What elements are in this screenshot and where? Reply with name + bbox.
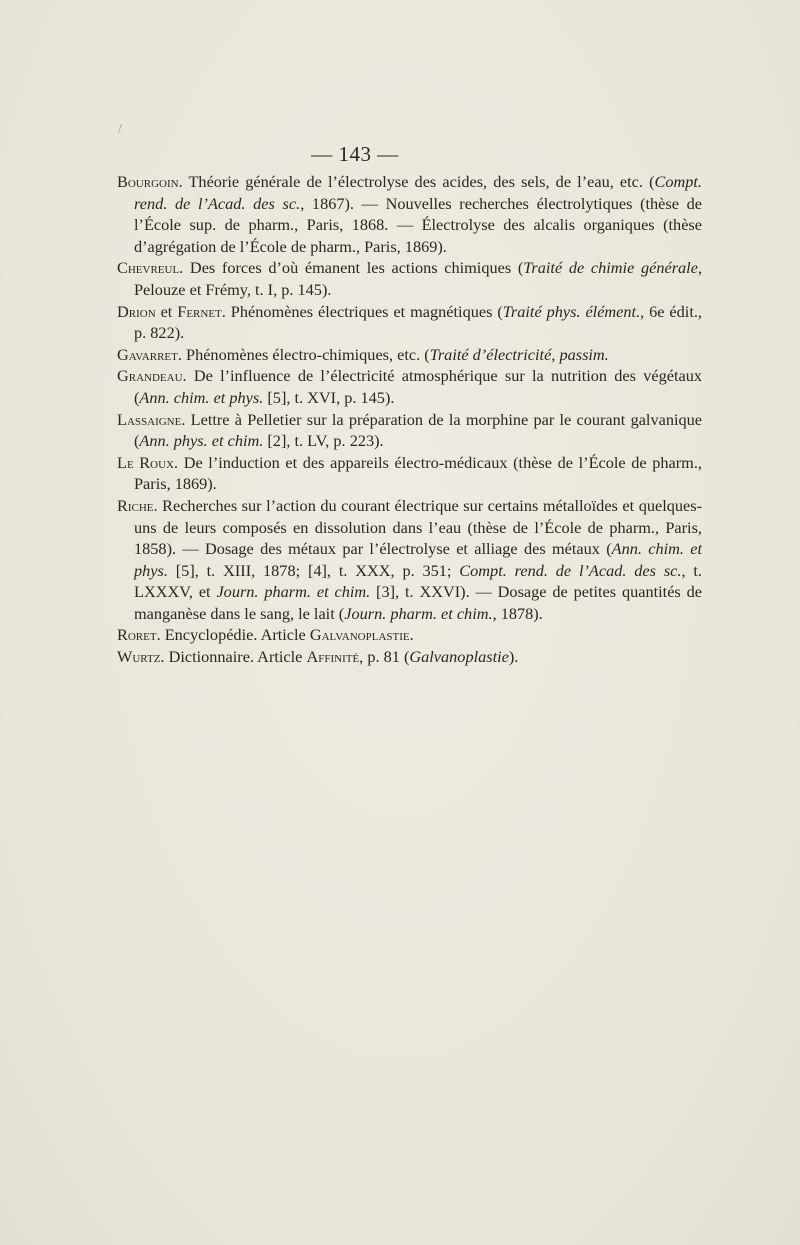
entry-text: , 1867). — Nouvelles recherches électrolytiques (thèse de l’École sup. de pharm., Paris, 1868. — Électrolyse des alcalis organiques (thèse d’agrégation de l’École de pharm., Paris, 1869). [134,193,703,256]
entry-text: [3], t. XXVI). — Dosage de petites quantités de manganèse dans le sang, le lait ( [134,582,703,623]
entry-source-title: Ann. chim. et phys. [134,539,703,580]
bibliography-entry [117,452,702,495]
entry-text: Recherches sur l’action du courant électrique sur certains métalloïdes et quelques-uns de leurs composés en dissolution dans l’eau (thèse de l’École de pharm., Paris, 1858). — Dosage des métaux par l’électrolyse et alliage des métaux ( [134,495,702,559]
entry-author: Chevreul. [117,258,184,278]
entry-source-title: Traité phys. élément. [502,301,641,321]
bibliography-entry [117,624,702,646]
entry-text: Théorie générale de l’électrolyse des acides, des sels, de l’eau, etc. ( [182,172,655,191]
entry-source-title: Traité d’électricité, passim. [429,344,609,364]
entry-text: [5], t. XIII, 1878; [4], t. XXX, p. 351; [167,560,460,580]
entry-source-title: Ann. chim. et phys. [139,387,264,407]
entry-author: Bourgoin. [117,172,183,191]
entry-source-title: Journ. pharm. et chim. [344,603,493,623]
bibliography-entry [117,171,703,257]
bibliography-entry [117,495,703,625]
entry-text: De l’influence de l’électricité atmosphérique sur la nutrition des végétaux ( [134,366,702,407]
ink-mark: / [118,122,122,137]
entry-text: Phénomènes électro-chimiques, etc. ( [181,344,430,364]
entry-source-title: Compt. rend. de l’Acad. des sc. [459,560,682,580]
entry-text: Encyclopédie. Article [160,625,310,645]
entry-small-caps: Fernet. [177,301,226,321]
entry-author: Gavarret. [117,344,182,364]
entry-source-title: Journ. pharm. et chim. [216,582,371,602]
entry-text: , 1878). [492,603,543,623]
bibliography-entry [117,409,702,452]
entry-author: Grandeau. [117,366,187,386]
entry-text: Dictionnaire. Article [164,647,307,667]
entry-text: , t. LXXXV, et [134,560,702,602]
entry-small-caps: Galvanoplastie. [309,625,414,645]
entry-text: Phénomènes électriques et magnétiques ( [225,301,503,321]
entry-text: ). [508,647,519,667]
entry-author: Le Roux. [117,452,179,472]
entry-text: [5], t. XVI, p. 145). [263,387,395,407]
entry-text: , p. 81 ( [359,647,410,667]
bibliography-entry [117,301,702,344]
page-number: — 143 — [311,142,399,166]
entry-author: Lassaigne. [117,409,186,429]
entry-author: Riche. [117,495,158,515]
entry-text: [2], t. LV, p. 223). [263,431,384,451]
entry-text: , Pelouze et Frémy, t. I, p. 145). [134,258,703,299]
entry-source-title: Traité de chimie générale [523,258,698,278]
entry-author: Wurtz. [117,647,165,667]
bibliography-entry [117,646,702,668]
entry-text: De l’induction et des appareils électro-médicaux (thèse de l’École de pharm., Paris, 1869). [134,452,702,494]
bibliography-list [117,171,702,668]
entry-small-caps: Affinité [306,647,360,667]
entry-author: Drion [117,301,156,321]
entry-source-title: Compt. rend. de l’Acad. des sc. [134,172,702,213]
bibliography-entry [117,344,702,366]
entry-source-title: Galvanoplastie [409,647,509,667]
entry-text: , 6e édit., p. 822). [134,301,702,343]
entry-text: et [155,301,178,321]
entry-source-title: Ann. phys. et chim. [139,431,264,451]
entry-text: Lettre à Pelletier sur la préparation de la morphine par le courant galvanique ( [134,409,702,451]
bibliography-entry [117,365,702,408]
entry-author: Roret. [117,625,161,645]
bibliography-entry [117,257,703,300]
entry-text: Des forces d’où émanent les actions chimiques ( [183,258,524,278]
